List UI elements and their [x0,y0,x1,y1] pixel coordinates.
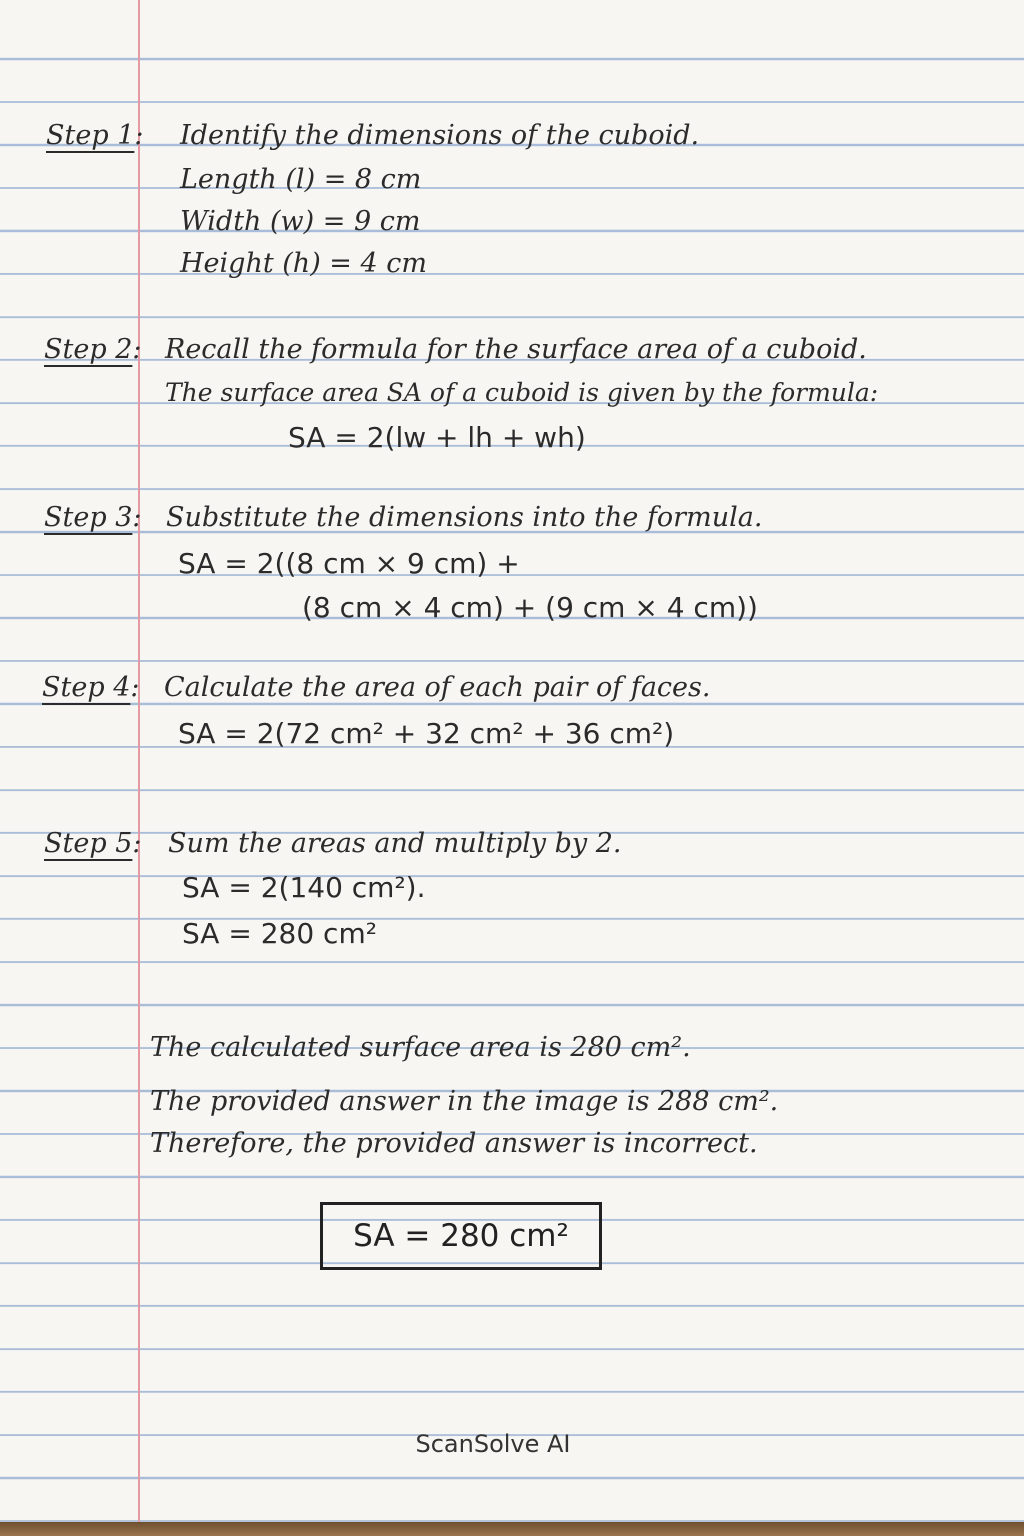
step-5-formula-line-1: SA = 2(140 cm²). [182,871,426,904]
step-1-line-length: Length (l) = 8 cm [180,164,422,195]
step-2-title: Recall the formula for the surface area of a cuboid. [165,334,867,365]
step-5-heading: Step 5: [44,828,142,859]
step-5-title: Sum the areas and multiply by 2. [168,828,622,859]
step-3-heading: Step 3: [44,502,142,533]
step-1-line-width: Width (w) = 9 cm [180,206,421,237]
step-1-title: Identify the dimensions of the cuboid. [180,120,700,151]
step-4-formula: SA = 2(72 cm² + 32 cm² + 36 cm²) [178,717,675,750]
step-5-label: Step 5 [44,828,133,859]
step-2-line-intro: The surface area SA of a cuboid is given by the formula: [165,378,879,407]
step-4-title: Calculate the area of each pair of faces. [164,672,711,703]
step-1-label: Step 1 [46,120,135,151]
step-5-formula-line-2: SA = 280 cm² [182,917,377,950]
step-3-formula-line-1: SA = 2((8 cm × 9 cm) + [178,547,520,580]
step-3-formula-line-2: (8 cm × 4 cm) + (9 cm × 4 cm)) [302,591,758,624]
step-1-line-height: Height (h) = 4 cm [180,248,427,279]
step-3-label: Step 3 [44,502,133,533]
step-2-formula: SA = 2(lw + lh + wh) [288,421,586,454]
step-4-label: Step 4 [42,672,131,703]
step-4-heading: Step 4: [42,672,140,703]
conclusion-line-3: Therefore, the provided answer is incorrect. [150,1128,758,1159]
step-2-heading: Step 2: [44,334,142,365]
conclusion-line-2: The provided answer in the image is 288 cm². [150,1086,779,1117]
step-3-title: Substitute the dimensions into the formula. [166,502,763,533]
table-surface [0,1522,1024,1536]
conclusion-line-1: The calculated surface area is 280 cm². [150,1032,691,1063]
footer-watermark: ScanSolve AI [415,1430,571,1458]
margin-line [138,0,140,1522]
step-1-heading: Step 1: [46,120,144,151]
final-answer: SA = 280 cm² [353,1218,569,1254]
final-answer-box [320,1202,602,1270]
step-2-label: Step 2 [44,334,133,365]
